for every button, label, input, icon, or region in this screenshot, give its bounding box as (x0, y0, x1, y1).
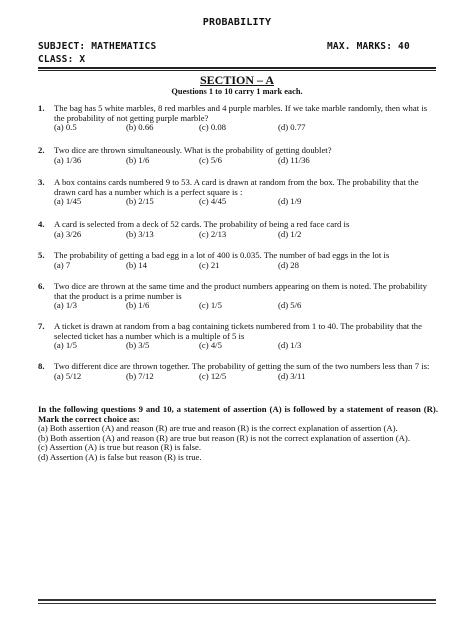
option-d: (d) 28 (278, 259, 299, 270)
assertion-choice-c: (c) Assertion (A) is true but reason (R) is false. (38, 442, 202, 452)
option-a: (a) 1/5 (54, 340, 77, 351)
option-d: (d) 1/9 (278, 196, 302, 207)
question-3 (38, 178, 438, 207)
option-c: (c) 1/5 (199, 300, 222, 311)
option-b: (b) 7/12 (126, 370, 154, 381)
option-d: (d) 3/11 (278, 370, 306, 381)
option-row (54, 301, 438, 311)
question-7 (38, 322, 438, 351)
assertion-choice-a: (a) Both assertion (A) and reason (R) are true and reason (R) is the correct explanation of assertion (A). (38, 423, 398, 433)
option-b: (b) 2/15 (126, 196, 154, 207)
question-8 (38, 362, 438, 382)
assertion-reason-block (38, 405, 438, 462)
question-number: 8. (38, 361, 45, 371)
question-text: A ticket is drawn at random from a bag containing tickets numbered from 1 to 40. The probability that the selected ticket has a number which is a multiple of 5 is (54, 321, 423, 341)
question-number: 7. (38, 321, 45, 331)
question-5 (38, 251, 438, 271)
option-d: (d) 0.77 (278, 122, 306, 133)
option-c: (c) 5/6 (199, 154, 222, 165)
assertion-choice-b: (b) Both assertion (A) and reason (R) are true but reason (R) is not the correct explanation of assertion (A). (38, 432, 410, 443)
option-d: (d) 11/36 (278, 154, 310, 165)
class-label: CLASS: X (38, 54, 86, 65)
option-a: (a) 0.5 (54, 122, 77, 133)
question-number: 2. (38, 145, 45, 155)
option-c: (c) 4/5 (199, 340, 222, 351)
option-row (54, 156, 438, 166)
option-a: (a) 1/36 (54, 154, 82, 165)
question-text: The bag has 5 white marbles, 8 red marbles and 4 purple marbles. If we take marble randomly, then what is the probability of not getting purple marble? (54, 103, 428, 123)
question-number: 3. (38, 177, 45, 187)
footer-divider-thin (38, 603, 436, 604)
question-text: A box contains cards numbered 9 to 53. A card is drawn at random from the box. The probability that the drawn card has a number which is a perfect square is : (54, 177, 419, 197)
question-number: 5. (38, 250, 45, 260)
option-a: (a) 3/26 (54, 228, 82, 239)
option-a: (a) 1/45 (54, 196, 82, 207)
assertion-choice-d: (d) Assertion (A) is false but reason (R) is true. (38, 451, 202, 462)
section-title: SECTION – A (199, 73, 275, 87)
question-number: 4. (38, 219, 45, 229)
question-1 (38, 104, 438, 133)
option-b: (b) 14 (126, 259, 147, 270)
page-title: PROBABILITY (202, 17, 272, 28)
header-divider-thin (38, 70, 436, 71)
subject-label: SUBJECT: MATHEMATICS (38, 41, 157, 52)
option-c: (c) 21 (199, 259, 220, 270)
option-b: (b) 0.66 (126, 122, 154, 133)
question-text: The probability of getting a bad egg in a lot of 400 is 0.035. The number of bad eggs in the lot is (54, 250, 390, 260)
option-d: (d) 5/6 (278, 300, 302, 311)
option-b: (b) 3/5 (126, 340, 150, 351)
question-2 (38, 146, 438, 166)
question-text: Two dice are thrown at the same time and the product numbers appearing on them is noted. The probability that the product is a prime number is (54, 281, 427, 301)
option-row (54, 261, 438, 271)
option-row (54, 230, 438, 240)
option-a: (a) 5/12 (54, 370, 82, 381)
question-6 (38, 282, 438, 311)
option-b: (b) 1/6 (126, 154, 150, 165)
question-number: 1. (38, 103, 45, 113)
question-text: A card is selected from a deck of 52 cards. The probability of being a red face card is (54, 219, 350, 229)
option-c: (c) 12/5 (199, 370, 227, 381)
question-4 (38, 220, 438, 240)
option-b: (b) 3/13 (126, 228, 154, 239)
option-a: (a) 7 (54, 259, 71, 270)
option-row (54, 341, 438, 351)
question-text: Two different dice are thrown together. The probability of getting the sum of the two numbers less than 7 is: (54, 361, 430, 371)
footer-divider-thick (38, 599, 436, 601)
option-row (54, 123, 438, 133)
option-a: (a) 1/3 (54, 300, 77, 311)
option-c: (c) 4/45 (199, 196, 227, 207)
option-row (54, 197, 438, 207)
option-d: (d) 1/2 (278, 228, 302, 239)
option-b: (b) 1/6 (126, 300, 150, 311)
option-row (54, 372, 438, 382)
question-number: 6. (38, 281, 45, 291)
option-c: (c) 0.08 (199, 122, 227, 133)
option-c: (c) 2/13 (199, 228, 227, 239)
option-d: (d) 1/3 (278, 340, 302, 351)
assertion-reason-heading: In the following questions 9 and 10, a statement of assertion (A) is followed by a statement of reason (R). Mark the correct choice as: (38, 404, 438, 424)
section-instruction: Questions 1 to 10 carry 1 mark each. (171, 87, 303, 96)
max-marks-label: MAX. MARKS: 40 (327, 41, 410, 52)
question-text: Two dice are thrown simultaneously. What is the probability of getting doublet? (54, 145, 332, 155)
